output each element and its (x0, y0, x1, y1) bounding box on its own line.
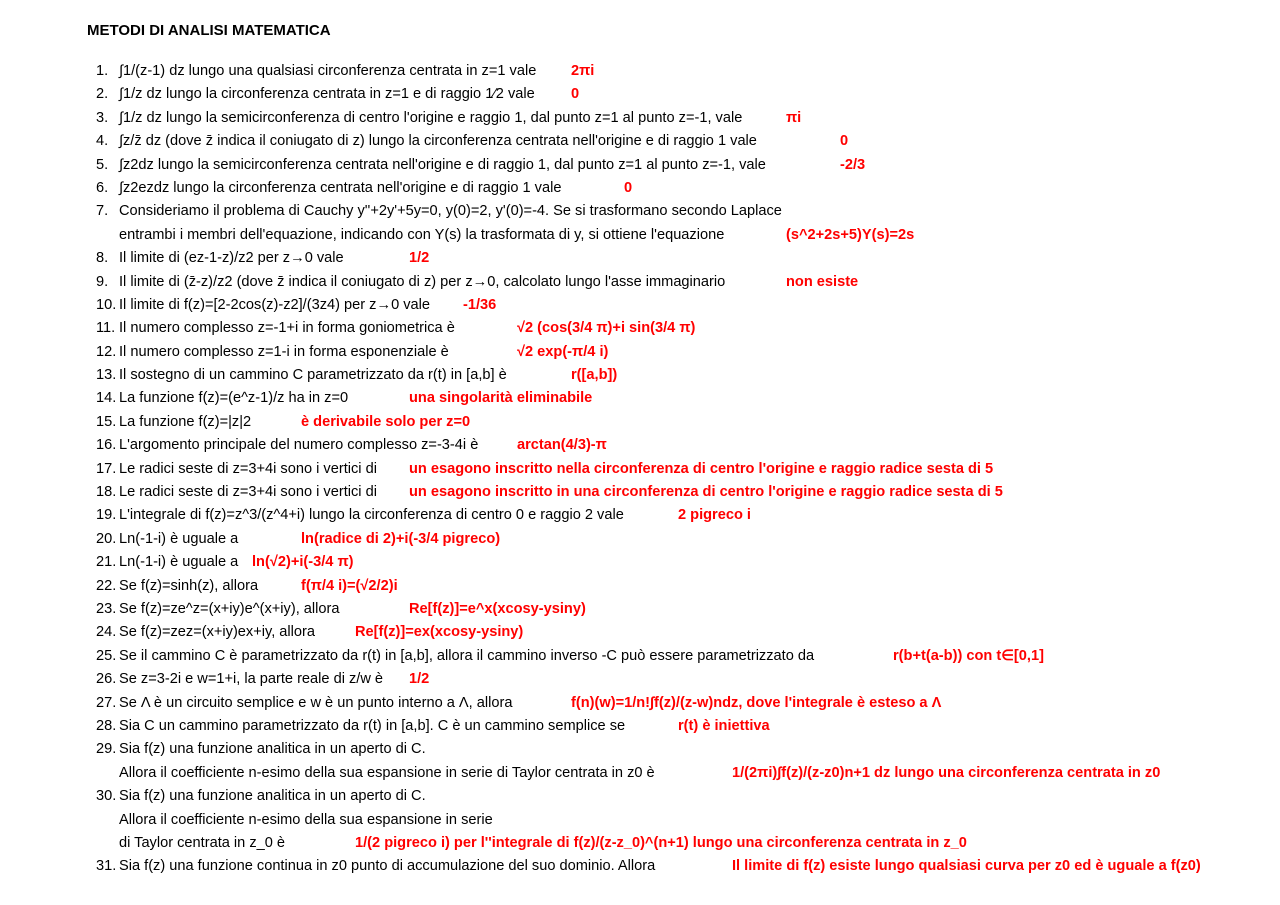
answer-text: -2/3 (840, 156, 866, 173)
answer-text: 0 (840, 133, 849, 150)
question-text: Se il cammino C è parametrizzato da r(t) in [a,b], allora il cammino inverso -C può essere parametrizzato da (119, 647, 815, 664)
item-line (96, 668, 1266, 691)
list-item (96, 504, 1266, 527)
item-line (96, 738, 1266, 761)
item-line (96, 271, 1266, 294)
item-line (96, 692, 1266, 715)
question-text: Sia C un cammino parametrizzato da r(t) in [a,b]. C è un cammino semplice se (119, 717, 626, 734)
item-number: 11. (96, 320, 116, 337)
item-line (96, 341, 1266, 364)
item-line (96, 645, 1266, 668)
item-line (96, 481, 1266, 504)
list-item (96, 177, 1266, 200)
answer-text: (s^2+2s+5)Y(s)=2s (786, 226, 915, 243)
question-text: ∫1/(z-1) dz lungo una qualsiasi circonferenza centrata in z=1 vale (119, 63, 537, 79)
list-item (96, 60, 1266, 83)
answer-text: √2 exp(-π/4 i) (517, 343, 609, 360)
answer-text: f(n)(w)=1/n!∫f(z)/(z-w)ndz, dove l'integrale è esteso a Λ (571, 694, 942, 711)
list-item (96, 598, 1266, 621)
item-number: 25. (96, 647, 117, 664)
item-number: 17. (96, 460, 117, 477)
question-text: Il limite di (z̄-z)/z2 (dove z̄ indica il coniugato di z) per z→0, calcolato lungo l'asse immaginario (119, 273, 726, 290)
item-line (96, 855, 1266, 878)
item-line (96, 809, 1266, 832)
answer-text: ln(radice di 2)+i(-3/4 pigreco) (301, 530, 501, 547)
item-line (96, 621, 1266, 644)
question-text: Consideriamo il problema di Cauchy y''+2y'+5y=0, y(0)=2, y'(0)=-4. Se si trasformano secondo Laplace (119, 203, 782, 220)
item-line (96, 528, 1266, 551)
item-line (96, 177, 1266, 200)
item-line (96, 832, 1266, 855)
item-line (96, 762, 1266, 785)
answer-text: 0 (624, 179, 633, 196)
list-item (96, 364, 1266, 387)
answer-text: un esagono inscritto nella circonferenza di centro l'origine e raggio radice sesta di 5 (409, 460, 994, 477)
item-number: 7. (96, 203, 109, 220)
item-line (96, 551, 1266, 574)
question-text: Il limite di (ez-1-z)/z2 per z→0 vale (119, 250, 344, 267)
question-text: Ln(-1-i) è uguale a (119, 554, 239, 571)
item-line (96, 411, 1266, 434)
list-item (96, 715, 1266, 738)
item-number: 24. (96, 624, 117, 641)
answer-text: un esagono inscritto in una circonferenza di centro l'origine e raggio radice sesta di 5 (409, 484, 1003, 501)
item-number: 12. (96, 343, 117, 360)
item-line (96, 317, 1266, 340)
answer-text: f(π/4 i)=(√2/2)i (301, 577, 398, 594)
item-number: 23. (96, 600, 117, 617)
list-item (96, 434, 1266, 457)
item-number: 15. (96, 413, 117, 430)
list-item (96, 551, 1266, 574)
answer-text: 1/(2πi)∫f(z)/(z-z0)n+1 dz lungo una circonferenza centrata in z0 (732, 764, 1161, 781)
item-line (96, 458, 1266, 481)
list-item (96, 107, 1266, 130)
answer-text: √2 (cos(3/4 π)+i sin(3/4 π) (517, 320, 696, 337)
list-item (96, 621, 1266, 644)
question-text: Sia f(z) una funzione analitica in un aperto di C. (119, 788, 426, 805)
list-item (96, 481, 1266, 504)
answer-text: 2πi (571, 63, 595, 79)
question-text: ∫z2dz lungo la semicirconferenza centrata nell'origine e di raggio 1, dal punto z=1 al punto z=-1, vale (119, 156, 766, 173)
question-text: entrambi i membri dell'equazione, indicando con Y(s) la trasformata di y, si ottiene l'equazione (119, 226, 725, 243)
item-number: 31. (96, 858, 117, 875)
answer-text: arctan(4/3)-π (517, 437, 607, 454)
list-item (96, 785, 1266, 855)
question-text: Se z=3-2i e w=1+i, la parte reale di z/w è (119, 671, 384, 688)
list-item (96, 692, 1266, 715)
item-line (96, 504, 1266, 527)
question-text: Se f(z)=zez=(x+iy)ex+iy, allora (119, 624, 316, 641)
question-text: ∫1/z dz lungo la circonferenza centrata in z=1 e di raggio 1⁄2 vale (119, 86, 535, 103)
answer-text: 0 (571, 86, 580, 103)
item-line (96, 715, 1266, 738)
item-line (96, 785, 1266, 808)
question-text: ∫z2ezdz lungo la circonferenza centrata nell'origine e di raggio 1 vale (119, 179, 562, 196)
question-text: Sia f(z) una funzione analitica in un aperto di C. (119, 741, 426, 758)
answer-text: 1/2 (409, 671, 430, 688)
question-text: ∫z/z̄ dz (dove z̄ indica il coniugato di z) lungo la circonferenza centrata nell'origine e di raggio 1 vale (119, 133, 757, 150)
question-text: Il numero complesso z=-1+i in forma goniometrica è (119, 320, 455, 337)
question-text: Allora il coefficiente n-esimo della sua espansione in serie (119, 811, 493, 828)
question-text: La funzione f(z)=|z|2 (119, 413, 252, 430)
item-line (96, 224, 1266, 247)
list-item (96, 855, 1266, 878)
question-text: ∫1/z dz lungo la semicirconferenza di centro l'origine e raggio 1, dal punto z=1 al punto z=-1, vale (119, 109, 743, 126)
item-line (96, 60, 1266, 83)
list-item (96, 154, 1266, 177)
item-number: 19. (96, 507, 117, 524)
list-item (96, 271, 1266, 294)
list-item (96, 645, 1266, 668)
item-line (96, 200, 1266, 223)
item-number: 3. (96, 109, 109, 126)
item-number: 2. (96, 86, 109, 103)
answer-text: è derivabile solo per z=0 (301, 413, 471, 430)
answer-text: una singolarità eliminabile (409, 390, 593, 407)
item-line (96, 247, 1266, 270)
answer-text: 1/(2 pigreco i) per l''integrale di f(z)/(z-z_0)^(n+1) lungo una circonferenza centrata in z_0 (355, 834, 967, 851)
list-item (96, 83, 1266, 106)
item-number: 21. (96, 554, 117, 571)
item-number: 5. (96, 156, 109, 173)
item-number: 20. (96, 530, 117, 547)
item-number: 28. (96, 717, 117, 734)
answer-text: Re[f(z)]=ex(xcosy-ysiny) (355, 624, 524, 641)
question-text: Il limite di f(z)=[2-2cos(z)-z2]/(3z4) per z→0 vale (119, 296, 431, 313)
list-item (96, 575, 1266, 598)
list-item (96, 341, 1266, 364)
item-line (96, 598, 1266, 621)
item-number: 14. (96, 390, 117, 407)
answer-text: πi (786, 109, 802, 126)
answer-text: non esiste (786, 273, 859, 290)
item-number: 18. (96, 484, 117, 501)
item-line (96, 83, 1266, 106)
item-line (96, 364, 1266, 387)
question-text: Ln(-1-i) è uguale a (119, 530, 239, 547)
document-title: METODI DI ANALISI MATEMATICA (87, 22, 331, 39)
question-list (96, 60, 1266, 879)
list-item (96, 317, 1266, 340)
list-item (96, 738, 1266, 785)
item-number: 26. (96, 671, 117, 688)
list-item (96, 130, 1266, 153)
list-item (96, 528, 1266, 551)
answer-text: Il limite di f(z) esiste lungo qualsiasi curva per z0 ed è uguale a f(z0) (732, 858, 1201, 875)
item-number: 4. (96, 133, 109, 150)
answer-text: Re[f(z)]=e^x(xcosy-ysiny) (409, 600, 586, 617)
list-item (96, 411, 1266, 434)
item-number: 9. (96, 273, 109, 290)
answer-text: 2 pigreco i (678, 507, 751, 524)
item-line (96, 154, 1266, 177)
item-number: 1. (96, 63, 109, 79)
answer-text: r([a,b]) (571, 367, 618, 384)
question-text: Il sostegno di un cammino C parametrizzato da r(t) in [a,b] è (119, 367, 507, 384)
item-line (96, 130, 1266, 153)
item-number: 13. (96, 367, 117, 384)
question-text: La funzione f(z)=(e^z-1)/z ha in z=0 (119, 390, 349, 407)
item-number: 22. (96, 577, 117, 594)
item-number: 8. (96, 250, 109, 267)
item-line (96, 575, 1266, 598)
item-number: 27. (96, 694, 117, 711)
question-text: Le radici seste di z=3+4i sono i vertici di (119, 484, 377, 501)
question-text: Allora il coefficiente n-esimo della sua espansione in serie di Taylor centrata in z0 è (119, 764, 655, 781)
question-text: Sia f(z) una funzione continua in z0 punto di accumulazione del suo dominio. Allora (119, 858, 656, 875)
item-number: 29. (96, 741, 117, 758)
item-line (96, 107, 1266, 130)
answer-text: r(b+t(a-b)) con t∈[0,1] (893, 647, 1044, 664)
list-item (96, 458, 1266, 481)
question-text: Le radici seste di z=3+4i sono i vertici di (119, 460, 377, 477)
item-number: 16. (96, 437, 117, 454)
item-line (96, 387, 1266, 410)
list-item (96, 668, 1266, 691)
question-text: di Taylor centrata in z_0 è (119, 834, 286, 851)
list-item (96, 387, 1266, 410)
answer-text: -1/36 (463, 296, 497, 313)
question-text: L'integrale di f(z)=z^3/(z^4+i) lungo la circonferenza di centro 0 e raggio 2 vale (119, 507, 624, 524)
item-number: 6. (96, 179, 109, 196)
question-text: Il numero complesso z=1-i in forma esponenziale è (119, 343, 449, 360)
list-item (96, 294, 1266, 317)
item-line (96, 434, 1266, 457)
list-item (96, 200, 1266, 247)
answer-text: 1/2 (409, 250, 430, 267)
question-text: Se f(z)=sinh(z), allora (119, 577, 259, 594)
list-item (96, 247, 1266, 270)
item-number: 30. (96, 788, 117, 805)
question-text: Se Λ è un circuito semplice e w è un punto interno a Λ, allora (119, 694, 513, 711)
item-number: 10. (96, 296, 117, 313)
item-line (96, 294, 1266, 317)
answer-text: ln(√2)+i(-3/4 π) (252, 554, 354, 571)
question-text: L'argomento principale del numero complesso z=-3-4i è (119, 437, 479, 454)
question-text: Se f(z)=ze^z=(x+iy)e^(x+iy), allora (119, 600, 340, 617)
answer-text: r(t) è iniettiva (678, 717, 770, 734)
